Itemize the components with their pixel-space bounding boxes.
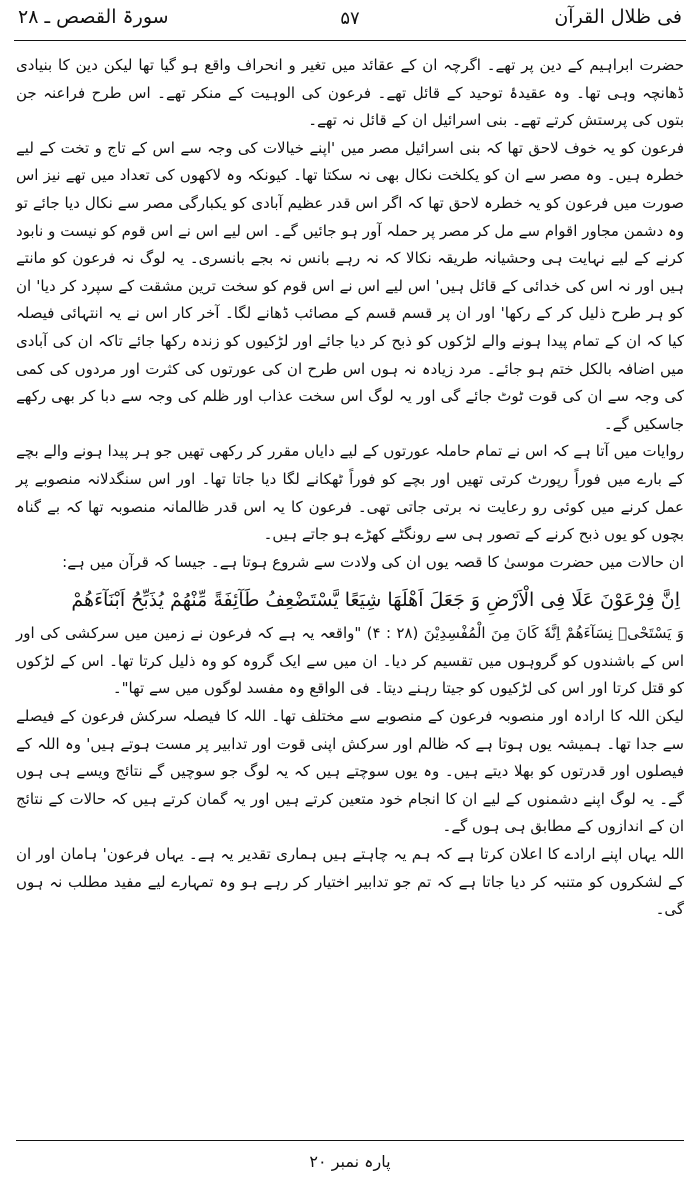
footer-rule (16, 1140, 684, 1141)
juz-number: پارہ نمبر ۲۰ (309, 1152, 391, 1171)
page-body (16, 52, 684, 924)
header-rule (14, 40, 686, 41)
paragraph-5: لیکن اللہ کا ارادہ اور منصوبہ فرعون کے منصوبے سے مختلف تھا۔ اللہ کا فیصلہ سرکش فرعون کے فیصلے سے جدا تھا۔ ہمیشہ یوں ہوتا ہے کہ ظالم اور سرکش اپنی قوت اور تدابیر پر مست ہوتے ہیں' وہ اللہ کے فیصلوں اور قدرتوں کو بھلا دیتے ہیں۔ وہ یوں سوچتے ہیں کہ یہ لوگ جو سوچیں گے نتائج ویسے ہی ہوں گے۔ یہ لوگ اپنے دشمنوں کے لیے ان کا انجام خود متعین کرتے ہیں اور یہ گمان کرتے ہیں کہ حالات کے نتائج ان کے اندازوں کے مطابق ہی ہوں گے۔ (16, 707, 684, 836)
page-number: ۵۷ (340, 8, 360, 29)
paragraph-6: اللہ یہاں اپنے ارادے کا اعلان کرتا ہے کہ ہم یہ چاہتے ہیں ہماری تقدیر یہ ہے۔ یہاں فرعون' ہامان اور ان کے لشکروں کو متنبہ کر دیا جاتا ہے کہ تم جو تدابیر اختیار کر رہے ہو وہ تمہارے لیے مفید مطلب نہ ہوں گی۔ (16, 845, 684, 919)
surah-name: سورۃ القصص ـ ۲۸ (18, 6, 169, 28)
paragraph-4: ان حالات میں حضرت موسیٰ کا قصہ یوں ان کی ولادت سے شروع ہوتا ہے۔ جیسا کہ قرآن میں ہے: (62, 552, 684, 571)
book-title: فی ظلال القرآن (554, 6, 682, 28)
paragraph-2: فرعون کو یہ خوف لاحق تھا کہ بنی اسرائیل مصر میں 'اپنے خیالات کی وجہ سے اس کے تاج و تخت کے لیے خطرہ ہیں۔ وہ مصر سے ان کو یکلخت نکال بھی نہ سکتا تھا۔ کیونکہ وہ لاکھوں کی تعداد میں تھے نیز اس صورت میں فرعون کو یہ خطرہ لاحق تھا کہ اگر اس قدر عظیم آبادی کو یکبارگی مصر سے نکال دیا جائے تو وہ دشمن مجاور اقوام سے مل کر مصر پر حملہ آور ہو جائیں گے۔ اس لیے اس نے اس قوم کو نیست و نابود کرنے کے لیے نہایت ہی وحشیانہ طریقہ نکالا کہ نہ رہے بانس نہ بجے بانسری۔ یہ لوگ نہ فرعون کو مانتے ہیں اور نہ اس کی خدائی کے قائل ہیں' اس لیے اس نے اس قوم کو سخت ترین مشقت کے سپرد کر دیا' ان کو ہر طرح ذلیل کر کے رکھا' اور ان پر قسم قسم کے مصائب ڈھانے لگا۔ آخر کار اس نے یہ انتہائی فیصلہ کیا کہ ان کے تمام پیدا ہونے والے لڑکوں کو ذبح کر دیا جائے اور لڑکیوں کو زندہ رکھا جائے تاکہ ان کی آبادی میں اضافہ بالکل ختم ہو جائے۔ مرد زیادہ نہ ہوں اس طرح ان کی عورتوں کی کثرت اور مردوں کی کمی کی وجہ سے ان کی قوت ٹوٹ جائے گی اور یہ لوگ اس سخت عذاب اور ظلم کی وجہ سے دبا کر بھی رکھے جاسکیں گے۔ (16, 138, 684, 433)
page-header (18, 6, 682, 40)
quran-verse: اِنَّ فِرْعَوْنَ عَلَا فِی الْاَرْضِ وَ جَعَلَ اَهْلَهَا شِیَعًا یَّسْتَضْعِفُ طَآئِفَةً مِّنْهُمْ یُذَبِّحُ اَبْنَآءَهُمْ (71, 589, 680, 612)
verse-translation: وَ یَسْتَحْیٖ نِسَآءَهُمْ اِنَّهٗ كَانَ مِنَ الْمُفْسِدِیْنَ (۲۸ : ۴) "واقعہ یہ ہے کہ فرعون نے زمین میں سرکشی کی اور اس کے باشندوں کو گروہوں میں تقسیم کر دیا۔ ان میں سے ایک گروہ کو وہ ذلیل کرتا تھا۔ اس کے لڑکوں کو قتل کرتا اور اس کی لڑکیوں کو جیتا رہنے دیتا۔ فی الواقع وہ مفسد لوگوں میں سے تھا"۔ (16, 624, 684, 698)
paragraph-3: روایات میں آتا ہے کہ اس نے تمام حاملہ عورتوں کے لیے دایاں مقرر کر رکھی تھیں جو ہر پیدا ہونے والے بچے کے بارے میں فوراً رپورٹ کرتی تھیں اور بچے کو فوراً ٹھکانے لگا دیا جاتا تھا۔ اور اس سنگدلانہ منصوبے پر عمل کرنے میں کوئی رو رعایت نہ برتی جاتی تھی۔ فرعون کا یہ اس قدر ظالمانہ منصوبہ تھا کہ بے گناہ بچوں کو یوں ذبح کرنے کے تصور ہی سے رونگٹے کھڑے ہو جاتے ہیں۔ (16, 442, 684, 544)
paragraph-1: حضرت ابراہیم کے دین پر تھے۔ اگرچہ ان کے عقائد میں تغیر و انحراف واقع ہو گیا تھا لیکن دین کا بنیادی ڈھانچہ وہی تھا۔ وہ عقیدۂ توحید کے قائل تھے۔ فرعون کی الوہیت کے منکر تھے۔ اس طرح فراعنہ جن بتوں کی پرستش کرتے تھے۔ بنی اسرائیل ان کے قائل نہ تھے۔ (16, 56, 684, 130)
